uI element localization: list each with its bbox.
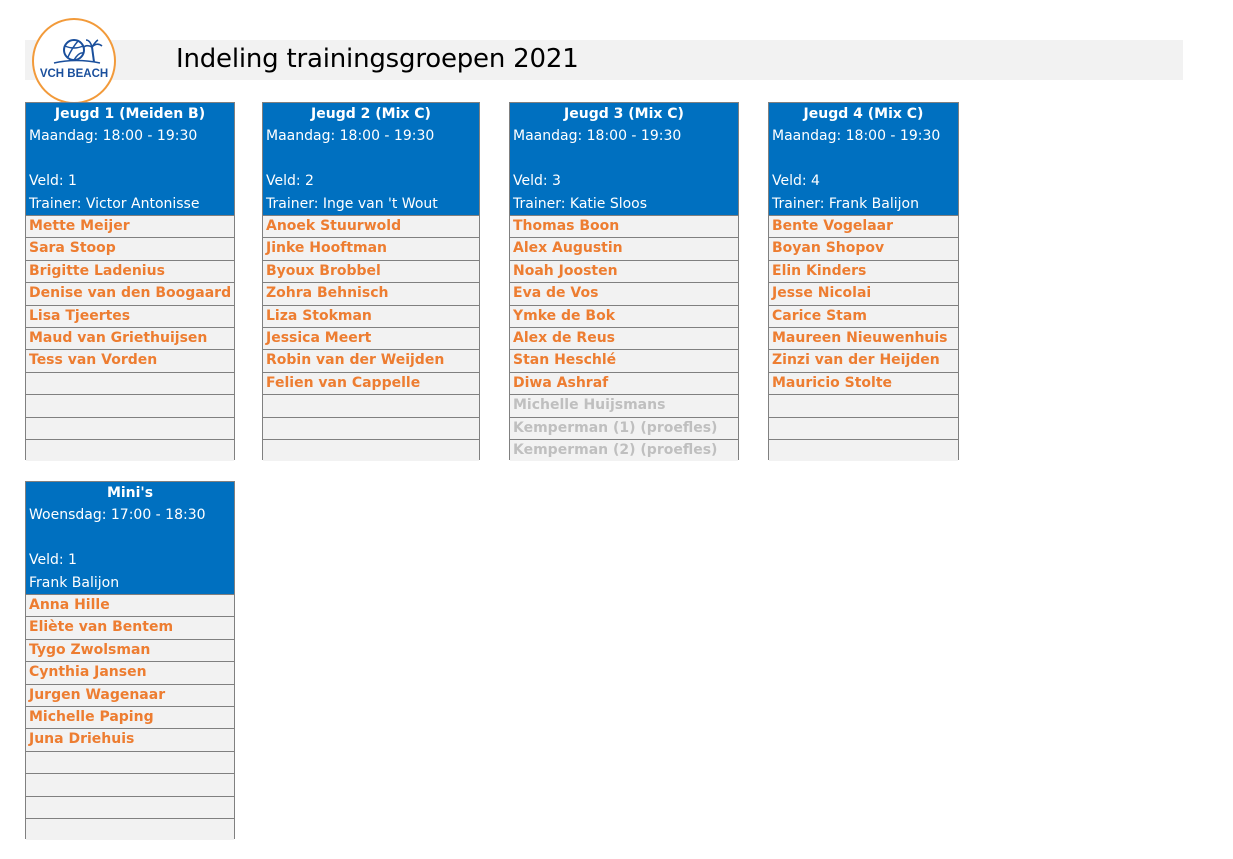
group-name: Jeugd 1 (Meiden B) (54, 106, 206, 122)
group-trainer: Trainer: Katie Sloos (513, 195, 648, 212)
member-row-tentative: Kemperman (1) (proefles) (510, 417, 738, 439)
group-field: Veld: 3 (513, 173, 561, 189)
member-row (26, 417, 234, 439)
member-row (26, 372, 234, 394)
group-card-jeugd-1 (25, 102, 235, 460)
member-row: Stan Heschlé (510, 349, 738, 371)
group-trainer: Trainer: Inge van 't Wout (266, 195, 438, 212)
member-row (26, 773, 234, 795)
group-schedule: Maandag: 18:00 - 19:30 (513, 128, 682, 144)
member-row: Boyan Shopov (769, 237, 958, 259)
member-row: Mauricio Stolte (769, 372, 958, 394)
member-row (26, 818, 234, 840)
member-row-tentative: Michelle Huijsmans (510, 394, 738, 416)
member-row: Jessica Meert (263, 327, 479, 349)
member-row: Ymke de Bok (510, 305, 738, 327)
member-row (769, 439, 958, 461)
group-header (263, 103, 479, 215)
member-row: Mette Meijer (26, 215, 234, 237)
member-row: Bente Vogelaar (769, 215, 958, 237)
header-spacer (26, 148, 234, 171)
member-row: Eva de Vos (510, 282, 738, 304)
group-field: Veld: 4 (772, 173, 820, 189)
member-row: Diwa Ashraf (510, 372, 738, 394)
group-header (769, 103, 958, 215)
member-row: Noah Joosten (510, 260, 738, 282)
member-row: Thomas Boon (510, 215, 738, 237)
member-row: Alex de Reus (510, 327, 738, 349)
group-schedule: Maandag: 18:00 - 19:30 (266, 128, 435, 144)
member-row: Tygo Zwolsman (26, 639, 234, 661)
group-name: Jeugd 2 (Mix C) (311, 106, 431, 122)
member-row: Jesse Nicolai (769, 282, 958, 304)
member-row: Felien van Cappelle (263, 372, 479, 394)
header-spacer (263, 148, 479, 171)
group-card-jeugd-3 (509, 102, 739, 460)
group-schedule: Maandag: 18:00 - 19:30 (772, 128, 941, 144)
member-row: Jinke Hooftman (263, 237, 479, 259)
member-row (769, 417, 958, 439)
page-title: Indeling trainingsgroepen 2021 (176, 44, 579, 74)
member-row (26, 796, 234, 818)
member-row (26, 394, 234, 416)
member-row (26, 751, 234, 773)
member-row: Anna Hille (26, 594, 234, 616)
member-row: Sara Stoop (26, 237, 234, 259)
member-row: Cynthia Jansen (26, 661, 234, 683)
group-card-minis (25, 481, 235, 839)
member-row: Anoek Stuurwold (263, 215, 479, 237)
member-row (263, 439, 479, 461)
member-row-tentative: Kemperman (2) (proefles) (510, 439, 738, 461)
group-field: Veld: 2 (266, 173, 314, 189)
group-card-jeugd-4 (768, 102, 959, 460)
member-row: Zohra Behnisch (263, 282, 479, 304)
group-name: Jeugd 3 (Mix C) (564, 106, 684, 122)
member-row: Michelle Paping (26, 706, 234, 728)
group-header (510, 103, 738, 215)
member-row (263, 394, 479, 416)
group-name: Mini's (106, 485, 154, 501)
header-spacer (769, 148, 958, 171)
member-row: Liza Stokman (263, 305, 479, 327)
header-spacer (26, 527, 234, 550)
member-row: Maureen Nieuwenhuis (769, 327, 958, 349)
member-row: Carice Stam (769, 305, 958, 327)
member-row: Zinzi van der Heijden (769, 349, 958, 371)
group-field: Veld: 1 (29, 173, 77, 189)
group-field: Veld: 1 (29, 552, 77, 568)
member-row: Jurgen Wagenaar (26, 684, 234, 706)
member-row: Lisa Tjeertes (26, 305, 234, 327)
group-header (26, 103, 234, 215)
group-trainer: Trainer: Victor Antonisse (29, 195, 200, 212)
member-row: Brigitte Ladenius (26, 260, 234, 282)
member-row: Robin van der Weijden (263, 349, 479, 371)
group-trainer: Frank Balijon (29, 574, 120, 591)
header-spacer (510, 148, 738, 171)
member-row (26, 439, 234, 461)
member-row (769, 394, 958, 416)
logo-text: VCH BEACH (39, 68, 109, 80)
member-row: Alex Augustin (510, 237, 738, 259)
member-row: Byoux Brobbel (263, 260, 479, 282)
group-header (26, 482, 234, 594)
group-name: Jeugd 4 (Mix C) (803, 106, 924, 122)
member-row: Juna Driehuis (26, 728, 234, 750)
member-row: Eliète van Bentem (26, 616, 234, 638)
member-row: Elin Kinders (769, 260, 958, 282)
volleyball-palm-icon (34, 20, 116, 104)
member-row: Maud van Griethuijsen (26, 327, 234, 349)
group-schedule: Woensdag: 17:00 - 18:30 (29, 507, 206, 523)
member-row: Denise van den Boogaard (26, 282, 234, 304)
club-logo (32, 18, 116, 104)
group-card-jeugd-2 (262, 102, 480, 460)
group-schedule: Maandag: 18:00 - 19:30 (29, 128, 198, 144)
group-trainer: Trainer: Frank Balijon (772, 195, 919, 212)
member-row (263, 417, 479, 439)
member-row: Tess van Vorden (26, 349, 234, 371)
